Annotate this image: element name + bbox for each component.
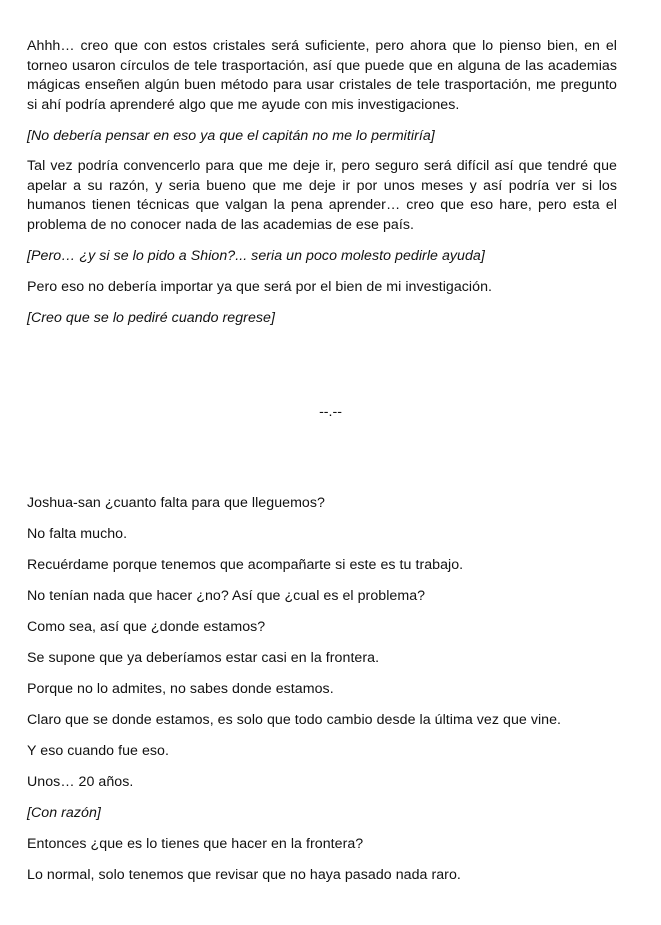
dialogue-line: Entonces ¿que es lo tienes que hacer en la frontera? — [27, 836, 364, 852]
paragraph-shion-thought: [Pero… ¿y si se lo pido a Shion?... seria un poco molesto pedirle ayuda] — [27, 248, 485, 264]
dialogue-line: Y eso cuando fue eso. — [27, 743, 169, 759]
dialogue-thought: [Con razón] — [27, 805, 101, 821]
dialogue-line: No tenían nada que hacer ¿no? Así que ¿cual es el problema? — [27, 588, 426, 604]
paragraph-investigation: Pero eso no debería importar ya que será por el bien de mi investigación. — [27, 279, 493, 295]
paragraph-captain-thought: [No debería pensar en eso ya que el capitán no me lo permitiría] — [27, 128, 435, 144]
paragraph-ask-on-return: [Creo que se lo pediré cuando regrese] — [27, 310, 275, 326]
dialogue-line: Recuérdame porque tenemos que acompañarte si este es tu trabajo. — [27, 557, 464, 573]
dialogue-line: Unos… 20 años. — [27, 774, 134, 790]
dialogue-line: Se supone que ya deberíamos estar casi en la frontera. — [27, 650, 380, 666]
dialogue-line: Porque no lo admites, no sabes donde estamos. — [27, 681, 334, 697]
dialogue-line: Joshua-san ¿cuanto falta para que lleguemos? — [27, 495, 325, 511]
paragraph-crystals-monologue: Ahhh… creo que con estos cristales será suficiente, pero ahora que lo pienso bien, en el torneo usaron círculos de tele trasportación, así que puede que en alguna de las academias mágicas enseñen algún buen método para usar cristales de tele trasportación, me pregunto si ahí podría aprenderé algo que me ayude con mis investigaciones. — [27, 38, 617, 113]
scene-separator: --.-- — [319, 404, 342, 420]
paragraph-convince-plan: Tal vez podría convencerlo para que me deje ir, pero seguro será difícil así que tendré que apelar a su razón, y seria bueno que me deje ir por unos meses y así podría ver si los humanos tienen técnicas que valgan la pena aprender… creo que eso hare, pero esta el problema de no conocer nada de las academias de ese país. — [27, 158, 617, 233]
dialogue-line: Claro que se donde estamos, es solo que todo cambio desde la última vez que vine. — [27, 712, 562, 728]
dialogue-line: No falta mucho. — [27, 526, 128, 542]
dialogue-line: Como sea, así que ¿donde estamos? — [27, 619, 266, 635]
dialogue-line: Lo normal, solo tenemos que revisar que no haya pasado nada raro. — [27, 867, 461, 883]
